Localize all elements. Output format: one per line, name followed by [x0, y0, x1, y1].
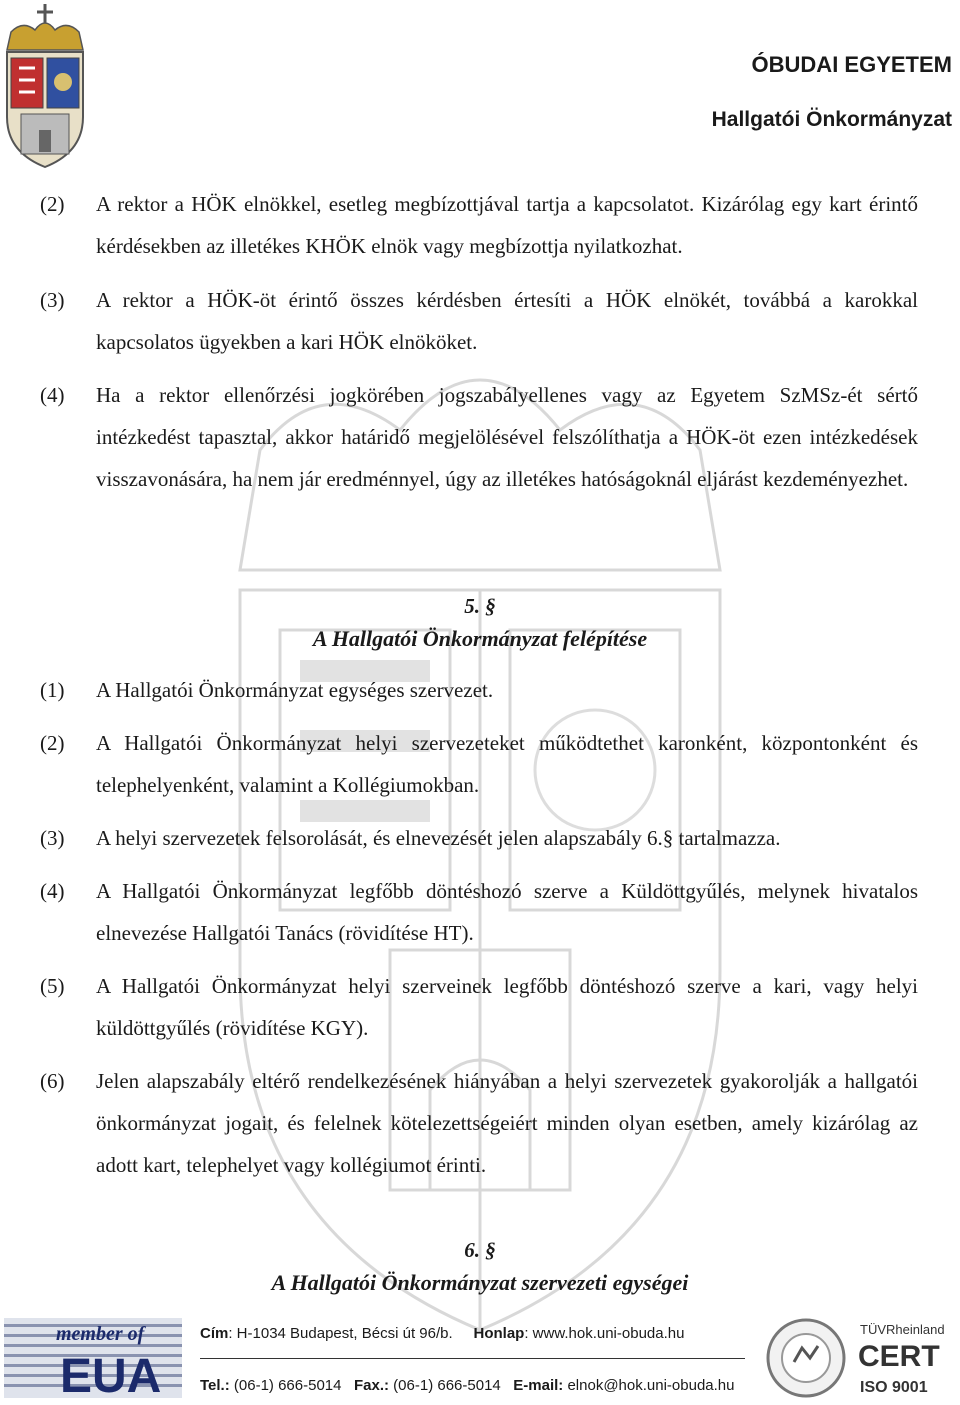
svg-text:EUA: EUA: [60, 1350, 162, 1398]
email-label: E-mail:: [513, 1377, 564, 1394]
paragraph-text: A rektor a HÖK-öt érintő összes kérdésben értesíti a HÖK elnökét, továbbá a karokkal kapcsolatos ügyekben a kari HÖK elnököket.: [96, 288, 918, 354]
university-crest-logo: [3, 2, 93, 172]
paragraph-number: (6): [40, 1069, 65, 1093]
fax-label: Fax.:: [354, 1377, 390, 1394]
footer-divider: [200, 1358, 745, 1359]
paragraph-number: (1): [40, 678, 65, 702]
phone-label: Tel.:: [200, 1377, 230, 1394]
address-value: : H-1034 Budapest, Bécsi út 96/b.: [228, 1325, 453, 1342]
cert-text: CERT: [858, 1340, 940, 1373]
tuv-brand-text: TÜVRheinland: [860, 1322, 945, 1337]
organization-name: Hallgatói Önkormányzat: [711, 108, 952, 131]
svg-text:member of: member of: [56, 1323, 145, 1345]
eua-member-logo: [4, 1318, 182, 1398]
phone-value: (06-1) 666-5014: [229, 1377, 342, 1394]
paragraph-text: A Hallgatói Önkormányzat egységes szervezet.: [96, 678, 494, 702]
paragraph-number: (4): [40, 879, 65, 903]
iso-text: ISO 9001: [860, 1379, 928, 1396]
address-label: Cím: [200, 1325, 229, 1342]
section-6-number: 6. §: [464, 1238, 496, 1262]
paragraph-text: A Hallgatói Önkormányzat legfőbb döntéshozó szerve a Küldöttgyűlés, melynek hivatalos elnevezése Hallgatói Tanács (rövidítése HT).: [96, 879, 918, 945]
paragraph-number: (2): [40, 731, 65, 755]
paragraph-text: Ha a rektor ellenőrzési jogkörében jogszabályellenes vagy az Egyetem SzMSz-ét sértő intézkedést tapasztal, akkor határidő megjelölésével felszólíthatja a HÖK-öt ezen intézkedések visszavonására, ha nem jár eredménnyel, úgy az illetékes hatóságoknál eljárást kezdeményezhet.: [96, 383, 918, 491]
tuv-cert-logo: [764, 1316, 956, 1400]
email-value: elnok@hok.uni-obuda.hu: [563, 1377, 735, 1394]
fax-value: (06-1) 666-5014: [389, 1377, 501, 1394]
section-6-title: A Hallgatói Önkormányzat szervezeti egységei: [271, 1270, 689, 1295]
university-name: ÓBUDAI EGYETEM: [751, 52, 952, 77]
section-5-title: A Hallgatói Önkormányzat felépítése: [312, 626, 648, 651]
section-5-number: 5. §: [464, 594, 496, 618]
paragraph-text: A Hallgatói Önkormányzat helyi szerveinek legfőbb döntéshozó szerve a kari, vagy helyi küldöttgyűlés (rövidítése KGY).: [96, 974, 918, 1040]
website-label: Honlap: [473, 1325, 525, 1342]
paragraph-number: (5): [40, 974, 65, 998]
website-value: : www.hok.uni-obuda.hu: [524, 1325, 685, 1342]
paragraph-number: (3): [40, 288, 65, 312]
paragraph-text: A rektor a HÖK elnökkel, esetleg megbízottjával tartja a kapcsolatot. Kizárólag egy kart érintő kérdésekben az illetékes KHÖK elnök vagy megbízottja nyilatkozhat.: [96, 192, 918, 258]
paragraph-number: (4): [40, 383, 65, 407]
footer-contact-line: [200, 1377, 734, 1394]
paragraph-text: A Hallgatói Önkormányzat helyi szervezeteket működtethet karonként, központonként és telephelyenként, valamint a Kollégiumokban.: [96, 731, 918, 797]
paragraph-text: A helyi szervezetek felsorolását, és elnevezését jelen alapszabály 6.§ tartalmazza.: [96, 826, 781, 850]
paragraph-number: (3): [40, 826, 65, 850]
paragraph-number: (2): [40, 192, 65, 216]
paragraph-text: Jelen alapszabály eltérő rendelkezésének hiányában a helyi szervezetek gyakorolják a hallgatói önkormányzat jogait, és felelnek kötelezettségeiért minden olyan esetben, amely kizárólag az adott kart, telephelyet vagy kollégiumot érinti.: [96, 1069, 918, 1177]
footer-address-line: [200, 1325, 684, 1342]
